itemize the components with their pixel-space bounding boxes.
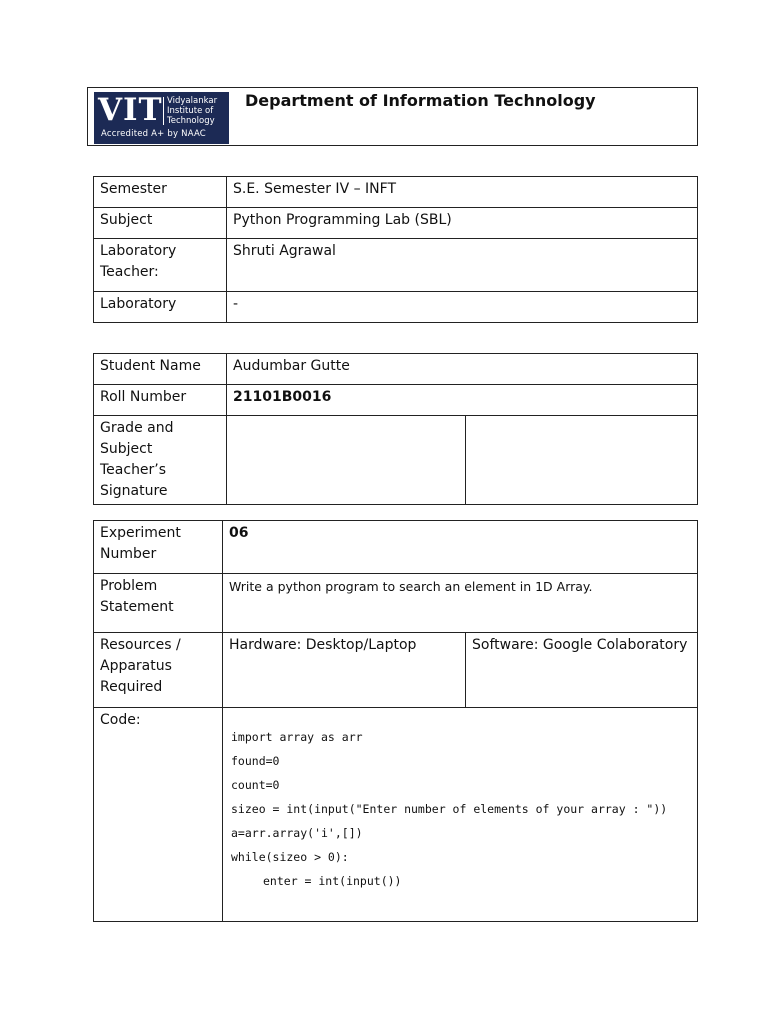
hardware-value: Hardware: Desktop/Laptop (223, 633, 466, 708)
code-line: while(sizeo > 0): (231, 850, 349, 864)
student-info-table (93, 353, 698, 505)
logo-name-line: Technology (167, 116, 215, 126)
semester-value: S.E. Semester IV – INFT (227, 177, 698, 208)
logo-name-line: Institute of (167, 106, 214, 116)
table-row (94, 633, 698, 708)
lab-teacher-value: Shruti Agrawal (227, 239, 698, 292)
roll-number-label: Roll Number (94, 385, 227, 416)
table-row (94, 292, 698, 323)
department-title: Department of Information Technology (245, 91, 596, 110)
lab-teacher-label: Laboratory Teacher: (94, 239, 227, 292)
grade-signature-label: Grade and Subject Teacher’s Signature (94, 416, 227, 505)
course-info-table (93, 176, 698, 323)
resources-label: Resources / Apparatus Required (94, 633, 223, 708)
table-row (94, 354, 698, 385)
code-block (223, 708, 698, 922)
logo-name-line: Vidyalankar (167, 96, 218, 106)
logo-brand: VIT (98, 92, 163, 128)
table-row (94, 239, 698, 292)
code-line: a=arr.array('i',[]) (231, 826, 363, 840)
code-label: Code: (94, 708, 223, 922)
software-value: Software: Google Colaboratory (466, 633, 698, 708)
code-line: sizeo = int(input("Enter number of elements of your array : ")) (231, 802, 668, 816)
table-row (94, 574, 698, 633)
experiment-table (93, 520, 698, 922)
signature-cell (466, 416, 698, 505)
student-name-value: Audumbar Gutte (227, 354, 698, 385)
table-row (94, 708, 698, 922)
table-row (94, 385, 698, 416)
table-row (94, 208, 698, 239)
semester-label: Semester (94, 177, 227, 208)
table-row (94, 416, 698, 505)
vit-logo (94, 92, 229, 144)
laboratory-label: Laboratory (94, 292, 227, 323)
logo-divider (163, 97, 164, 125)
document-header (87, 87, 698, 146)
laboratory-value: - (227, 292, 698, 323)
code-line: found=0 (231, 754, 280, 768)
subject-label: Subject (94, 208, 227, 239)
experiment-number-value: 06 (223, 521, 698, 574)
problem-statement-label: Problem Statement (94, 574, 223, 633)
subject-value: Python Programming Lab (SBL) (227, 208, 698, 239)
student-name-label: Student Name (94, 354, 227, 385)
experiment-number-label: Experiment Number (94, 521, 223, 574)
problem-statement-value: Write a python program to search an element in 1D Array. (223, 574, 698, 633)
code-line: count=0 (231, 778, 280, 792)
table-row (94, 177, 698, 208)
logo-accreditation: Accredited A+ by NAAC (101, 129, 206, 139)
grade-cell (227, 416, 466, 505)
roll-number-value: 21101B0016 (227, 385, 698, 416)
code-line: import array as arr (231, 730, 363, 744)
logo-institute-name (167, 96, 217, 126)
table-row (94, 521, 698, 574)
code-line: enter = int(input()) (263, 874, 402, 888)
